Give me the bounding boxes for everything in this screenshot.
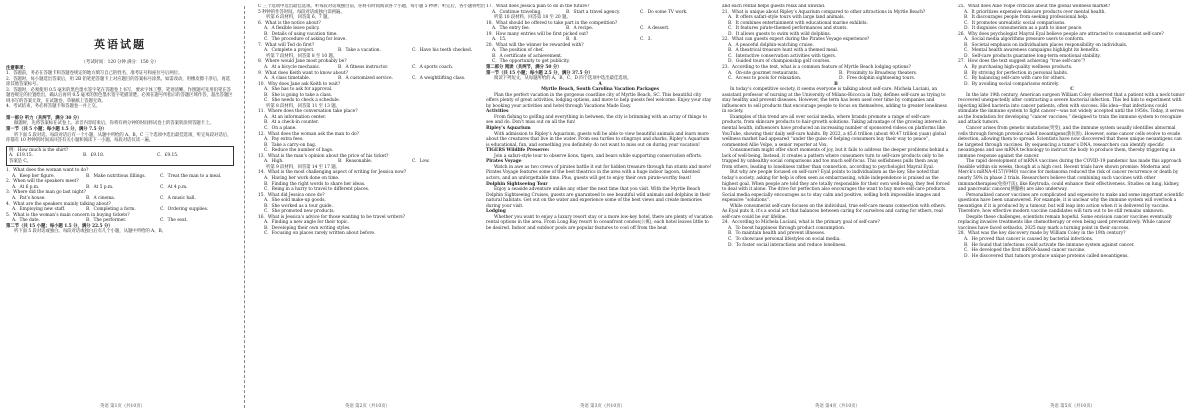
- section2-heading: 第二节（共 15 小题；每小题 1.5 分，满分 22.5 分）: [6, 223, 113, 229]
- option: C．Treat the man to a meal.: [160, 173, 222, 179]
- option: C．Low.: [412, 159, 430, 165]
- passage-paragraph: In today’s competitive society, it seems everyone is talking about self-care. Michela Luciani, an assistant professor of nursing at the University of Milano-Bicocca in Italy, defines self-care as trying to stay healthy and prevent diseases. However, the term has been used over time by companies and influencers to sell products that encourage people to focus on themselves, adding to greater loneliness in society.: [722, 87, 947, 115]
- option: B．Completing a form.: [86, 207, 136, 213]
- option-row: [722, 76, 950, 82]
- option: C．£9.15.: [157, 153, 179, 159]
- passage-paragraph: Personalized cancer vaccines are complicated and expensive to make and some important scientific questions have been unanswered. For example, it is unclear why the immune system will overlook a neoantigen if it is produced by a tumour, but will leap into action when it is delivered by vaccine. Therefore, how effective modern vaccine candidates will turn out to be still remains unknown.: [958, 192, 1184, 215]
- question: [6, 213, 234, 224]
- option: C．Interactive conservation activities with tigers.: [728, 53, 837, 59]
- option: B．Start a travel agency.: [566, 9, 621, 15]
- option: A．A flexible leave policy.: [264, 26, 320, 32]
- option: A．High.: [264, 159, 284, 165]
- question-stem: 12．What does the woman ask the man to do?: [258, 131, 359, 137]
- option-row: [6, 218, 234, 224]
- option: C．The procedure of asking for leave.: [264, 37, 347, 43]
- option: B．At a check-in counter.: [264, 120, 319, 126]
- question-stem: 2．When will the speakers meet?: [6, 179, 79, 185]
- passage-subheading: Lodging: [486, 209, 506, 215]
- option: A．The position of chef.: [492, 48, 544, 54]
- option: B．It combines entertainment with educational marine exhibits.: [728, 20, 868, 26]
- page-footer: 英语 第3页（共10页）: [580, 404, 625, 409]
- notes-list: [6, 71, 234, 110]
- passage-paragraph: Consumerism might offer short moments of joy, but it fails to address the deeper problems behind a lack of well-being. Instead, it creates a pattern where consumers turn to self-care products only to be trapped by unhealthy social comparisons and too much self-focus. This selfishness pulls them away from others, leading to loneliness rather than connection, according to psychologist Mayral Eyal.: [722, 148, 949, 170]
- option: A．She sold make-up goods.: [264, 198, 326, 204]
- exam-title: 英语试题: [94, 38, 146, 51]
- column-1: [6, 4, 234, 398]
- option: B．She is going to take a class.: [264, 92, 333, 98]
- question: [722, 37, 950, 65]
- column-4: [722, 4, 950, 398]
- option: C．He developed the first mRNA-based cancer vaccine.: [964, 248, 1086, 254]
- option: C．A music hall.: [160, 196, 196, 202]
- passage-paragraph: Whether you want to enjoy a luxury resort stay or a more low-key hotel, there are plenty of vacation rental options in the area. From Long Bay resort to oceanfront condos(公寓), each hotel leaves little to be desired. Indoor and outdoor pools are popular features to cool off from the heat: [486, 214, 713, 231]
- option: A．The date.: [12, 218, 40, 224]
- passage-label: A: [598, 81, 602, 87]
- passage-subheading: Activities: [486, 109, 509, 115]
- option: A．Pat’s house.: [12, 196, 46, 202]
- option: C．It features pirate-themed performances and stunts.: [728, 26, 848, 32]
- option: A．Continue traveling.: [492, 9, 542, 15]
- option-row: [258, 76, 486, 82]
- option: C．The seat.: [160, 218, 188, 224]
- question: [258, 71, 486, 82]
- option: A．She has to ask for approval.: [264, 87, 333, 93]
- question-list: [958, 231, 1186, 259]
- option: C．A dessert.: [640, 26, 670, 32]
- example-options: [9, 153, 231, 159]
- option: A．15.: [492, 37, 507, 43]
- passage-subheading: Pirates Voyage: [486, 159, 522, 165]
- part1-desc: 做题时，先将答案标在试卷上。录音内容结束后，你将有两分钟的时间将试卷上的答案转涂到答题卡上。: [14, 121, 214, 127]
- option: A．He proved that cancer is caused by bacterial infections.: [964, 236, 1094, 242]
- option: A．At an information center.: [264, 114, 326, 120]
- passage-paragraph: Plan the perfect vacation in the gorgeous coastline city of Myrtle Beach, SC. This beautiful city offers plenty of great activities, lodging options, and more to help guests feel welcome. Enjoy your stay by booking your activities and hotel through Vacations Made Easy.: [486, 92, 712, 109]
- option: B．A fitness instructor.: [338, 65, 389, 71]
- section2-desc: 听下面 5 段对话或独白。每段对话或独白后有几个小题，从题中所给的 A、B、: [14, 229, 166, 235]
- option: B．£9.18.: [83, 153, 105, 159]
- option: B．By striving for perfection in personal habits.: [964, 70, 1069, 76]
- option: B．Take a vacation.: [338, 48, 381, 54]
- option: C．Mental health awareness campaigns highlight its benefits.: [964, 48, 1100, 54]
- note-item: 4．考试结束，务必将答题卡和答题卷一并上交。: [6, 104, 100, 110]
- passage-paragraph: Watch in awe as two crews of pirates battle it out for hidden treasure through fun stunts and more! Pirates Voyage features some of the best theatrics in the area with a huge indoor lagoon, talented actors, and an unforgettable time. Plus, guests will get to enjoy their own pirate-worthy feast!: [486, 164, 712, 181]
- option-row: [486, 26, 714, 32]
- question-stem: 21．What is unique about Ripley’s Aquarium compared to other attractions in Myrtle Beach?: [722, 9, 926, 15]
- question: [258, 170, 486, 192]
- question-list: [722, 10, 950, 82]
- question: [486, 32, 714, 43]
- question: [258, 193, 486, 215]
- option: A．At a bicycle mechanic.: [264, 65, 321, 71]
- option: B．She worked as a tour guide.: [264, 203, 333, 209]
- option: B．It discourages people from seeking professional help.: [964, 15, 1089, 21]
- option: C．Ordering supplies.: [160, 207, 209, 213]
- question-stem: 15．What did Jessica once do?: [258, 192, 325, 198]
- question-stem: 20．What will the winner be rewarded with?: [486, 42, 584, 48]
- question: [258, 59, 486, 70]
- question-stem: 8．Where would Jane most probably be?: [258, 59, 347, 65]
- option: C．Reduce the number of bags.: [264, 148, 334, 154]
- option: B．Details of using vacation time.: [264, 31, 338, 37]
- option: D．It allows guests to swim with wild dolphins.: [728, 31, 831, 37]
- option: A．Complete a project.: [264, 48, 315, 54]
- question: [258, 21, 486, 43]
- question: [958, 4, 1186, 32]
- passage-paragraph: Enjoy a seaside adventure unlike any other the next time that you visit. With the Myrtle Beach Dolphin Sightseeing Cruises, guests are guaranteed to see beautiful wild animals and dolphins in their natural habitats. Get out on the water and experience some of the best views and create memories during your visit.: [486, 187, 711, 209]
- option-row: [6, 196, 234, 202]
- question-stem: 9．What does Keith want to know about?: [258, 70, 348, 76]
- option: B．8.: [566, 37, 578, 43]
- question-stem: 5．What is the woman’s main concern in buying tickets?: [6, 212, 130, 218]
- option: B．Developing their own writing styles.: [264, 225, 351, 231]
- option: B．To maintain health and prevent illnesses.: [728, 231, 826, 237]
- option: D．It disguises consumerism as a path to inner peace.: [964, 26, 1083, 32]
- question-stem: 14．What is the most challenging aspect of writing for Jessica now?: [258, 170, 407, 176]
- option: A．It prioritizes expensive skincare products over mental health.: [964, 9, 1106, 15]
- question-stem: 27．How does the text suggest achieving “true self-care”?: [958, 59, 1086, 65]
- option-row: [6, 207, 234, 213]
- question-list: [486, 4, 714, 65]
- note-item: 1．答题前，务必在答题卡和答题卷规定的地方填写自己的姓名、准考证号和座位号后两位。: [6, 71, 183, 77]
- notes-heading: 注意事项：: [6, 65, 28, 71]
- option: D．Self-care products guarantee long-term emotional stability.: [964, 53, 1101, 59]
- passage-paragraph: In the late 19th century, American surgeon William Coley observed that a patient with a neck tumor recovered unexpectedly after contracting a severe bacterial infection. This led him to experiment with injecting killed bacteria into cancer patients, often with success. His idea—that infections could stimulate the immune system to fight cancer—was not widely accepted until the 1950s. Today, it serves as the foundation for developing “cancer vaccines,” designed to train the immune system to recognize and attack tumors.: [958, 92, 1185, 126]
- passage-subheading: Ripley’s Aquarium: [486, 126, 531, 132]
- option: D．Free dolphin sightseeing tours.: [839, 76, 916, 82]
- passage-paragraph: With admission to Ripley’s Aquarium, guests will be able to view beautiful animals and learn more about the creatures that live in the water. From sea turtles to stingrays and sharks, Ripley’s Aquarium is educational, fun, and something you definitely do not want to miss out on during your vacation!: [486, 131, 710, 148]
- passage-title: Myrtle Beach, South Carolina Vacation Packages: [541, 87, 659, 93]
- option: B．A recipe.: [566, 26, 593, 32]
- part1-heading: 第一部分 听力（共两节，满分 30 分）: [6, 115, 82, 121]
- reading-section-desc: 阅读下列短文，从每题所给的 A、B、C、D 四个选项中选出最佳选项。: [494, 76, 632, 82]
- question-stem: 25．What does Allie Volpe criticize about the global wellness market?: [958, 4, 1111, 9]
- option: A．Pay extra fees.: [264, 137, 304, 143]
- option: C．Focusing on places rarely written about before.: [264, 231, 376, 237]
- option: C．Do some TV work.: [640, 9, 688, 15]
- page-footer: 英语 第5页（共10页）: [1050, 404, 1095, 409]
- page-footer: 英语 第4页（共10页）: [815, 404, 860, 409]
- option: A．To boost happiness through product consumption.: [728, 225, 846, 231]
- listening-instruction: 听第 8 段材料，回答第 11 至 13 题。: [266, 103, 340, 109]
- question-stem: 19．How many entries will be first picked out?: [486, 31, 589, 37]
- option: B．A certificate of achievement.: [492, 53, 563, 59]
- option: B．Proximity to Broadway theaters.: [839, 70, 918, 76]
- question: [486, 43, 714, 65]
- option: C．Have his teeth checked.: [412, 48, 473, 54]
- question: [722, 65, 950, 82]
- question: [486, 4, 714, 21]
- option: A．At 6 p.m.: [12, 184, 40, 190]
- option: C．On a plane.: [264, 126, 297, 132]
- question-list: [958, 4, 1186, 87]
- question-stem: 7．What will Ted do first?: [258, 42, 315, 48]
- question: [722, 220, 950, 248]
- reading-section-heading: 第一节（共 15 小题；每小题 2.5 分，满分 37.5 分）: [486, 70, 593, 76]
- option: C．By balancing self-care with care for others.: [964, 76, 1066, 82]
- option: B．Finding the right words to share her ideas.: [264, 181, 366, 187]
- passage-paragraph: Cancer arises from genetic mutations(突变), and the immune system usually identifies abnormal cells through foreign proteins called neoantigens(新抗原). However, some cancer cells evolve to evade detection, allowing them to spread. Scientists have now discovered that these unique neoantigens can be targeted through vaccines. By sequencing a tumor’s DNA, researchers can identify specific neoantigens and use mRNA technology to instruct the body to produce them, thereby triggering an immune response against the cancer.: [958, 126, 1182, 159]
- option-row: [258, 65, 486, 71]
- option: A．Finding a new angle for their topic.: [264, 220, 349, 226]
- option: C．A sports coach.: [412, 65, 454, 71]
- option: D．To foster social interactions and reduce loneliness.: [728, 242, 847, 248]
- option: D．By avoiding social comparisons entirely.: [964, 81, 1060, 87]
- option: C．At 4 p.m.: [160, 184, 188, 190]
- question-stem: 10．Why does Jane ask Keith to wait?: [258, 81, 341, 87]
- question: [6, 179, 234, 190]
- option: C．Access to pools for relaxation.: [728, 76, 802, 82]
- option: D．He discovered that tumors produce unique proteins called neoantigens.: [964, 253, 1129, 259]
- option: A．Social media algorithms pressure users to conform.: [964, 37, 1085, 43]
- option: C．3.: [640, 37, 652, 43]
- question-stem: 3．Where did the man go last night?: [6, 190, 86, 196]
- option: A．On-site gourmet restaurants.: [728, 70, 799, 76]
- passage-paragraph: From fishing to golfing and everything in between, the city is brimming with an array of things to see and do. Don’t miss out on all the fun!: [486, 114, 707, 126]
- option: C．The opportunity to get publicity.: [492, 59, 570, 65]
- listening-instruction: 听第 10 段材料，回答第 18 至 20 题。: [494, 15, 571, 21]
- passage-paragraph: Despite these challenges, scientists remain hopeful. Some envision cancer vaccines eventually replacing invasive treatments like chemotherapy or even being used preventatively. While cancer vaccines have faced setbacks, 2025 may mark a turning point in their success.: [958, 214, 1173, 231]
- question-stem: 22．What can guests expect during the Pirates Voyage experience?: [722, 37, 870, 43]
- column-divider: [244, 6, 245, 408]
- option: B．Make nutritious fillings.: [86, 173, 146, 179]
- question: [258, 132, 486, 154]
- option: C．She promoted new products.: [264, 209, 335, 215]
- option: A．£19.15.: [9, 153, 33, 159]
- column-3: [486, 4, 714, 398]
- passage-label: B: [834, 81, 838, 87]
- section1-heading: 第一节（共 5 小题；每小题 1.5 分，满分 7.5 分）: [6, 127, 107, 133]
- question-stem: 16．What is Jessica’s advice for those wanting to be travel writers?: [258, 214, 405, 220]
- question-stem: 23．According to the text, what is a common feature of Myrtle Beach lodging options?: [722, 65, 911, 71]
- passage-paragraph: Examples of this trend are all over social media, where brands promote a range of self-care products, from skincare products to hair-growth solutions. Taking advantage of the growing interest in mental health, influencers have produced an increasing number of sponsored videos on platforms like YouTube, showing their daily self-care habits. By 2022, a $5.6 trillion (about 40.47 trillion yuan) global wellness market had appeared “under the guise of helping consumers buy their way to peace”, commented Allie Volpe, a senior reporter at Vox.: [722, 114, 947, 148]
- option: A．Keep her figure.: [12, 173, 55, 179]
- option: B．Take a carry-on bag.: [264, 142, 317, 148]
- question: [722, 10, 950, 38]
- question: [6, 190, 234, 201]
- question: [258, 82, 486, 110]
- question: [958, 32, 1186, 60]
- column-2: [258, 4, 486, 398]
- option: A．Employing new staff.: [12, 207, 66, 213]
- option: C．Being in a hurry to travel to different places.: [264, 187, 370, 193]
- passage-paragraph: But why are people focused on self-care? Eyal points to individualism as the key. She noted that today’s society, asking for help is often seen as embarrassing, while independence is praised as the highest goal. When people are told they are totally responsible for their own well-being, they feel forced to deal with it alone. The drive for perfection also encourages the want to buy more self-care products. Social media especially encourages us to stay calm and positive, selling both impossible images and expensive “solutions”.: [722, 170, 950, 204]
- option: C．To showcase personal lifestyles on social media.: [728, 236, 841, 242]
- option: A．It offers safari-style tours with large land animals.: [728, 15, 845, 21]
- question: [258, 154, 486, 171]
- section1-desc: 听下面 5 段对话。每段对话后有一个小题，从题中所给的 A、B、C 三个选项中选出最佳选项，听完每段对话后，你都有 10 秒钟的时间来回答有关小题和阅读下一小题。每段对话仅读一遍。: [6, 132, 232, 144]
- example-answer: 答案是 C。: [9, 158, 32, 164]
- option: B．A theatrical treasure hunt with a themed meal.: [728, 48, 839, 54]
- question: [958, 231, 1186, 259]
- question-stem: 18．What should be offered to take part in the competition?: [486, 20, 618, 26]
- passage-subheading: TIGERS Wildlife Preserve:: [486, 148, 550, 154]
- option: A．The entry fee.: [492, 26, 530, 32]
- option: B．The performer.: [86, 218, 127, 224]
- question-list: [6, 168, 234, 223]
- question: [258, 43, 486, 60]
- question-stem: 26．Why does psychologist Mayral Eyal believe people are attracted to consumerist self-care?: [958, 31, 1164, 37]
- option: B．At 5 p.m.: [86, 184, 114, 190]
- question: [258, 215, 486, 237]
- page-footer: 英语 第2页（共10页）: [345, 404, 390, 409]
- question-stem: 13．What is the man’s opinion about the price of his ticket?: [258, 153, 389, 159]
- passage-paragraph: and each rental helps guests relax and unwind.: [722, 4, 826, 9]
- option: C．She needs to check a schedule.: [264, 98, 340, 104]
- option: C．A weightlifting class.: [412, 76, 466, 82]
- question: [6, 168, 234, 179]
- column-5: [958, 4, 1186, 398]
- passage-paragraph: The rapid development of mRNA vaccines during the COVID-19 pandemic has made this approach feasible within six weeks, though at a high cost. Recent trials have shown promise: Moderna and Merck’s mRNA-4157(V940) vaccine for melanoma reduced the risk of cancer recurrence or death by nearly 50% in phase 2 trials. Researchers believe that combining such vaccines with other immunotherapies(免疫疗法), like Keytruda, could enhance their effectiveness. Studies on lung, kidney, and pancreatic cancers(胰腺癌) are also underway.: [958, 159, 1182, 193]
- option: A．A class timetable.: [264, 76, 311, 82]
- question-stem: 28．What was the key discovery made by William Coley in the 19th century?: [958, 231, 1126, 237]
- option: B．Societal emphasis on individualism places responsibility on individuals.: [964, 42, 1128, 48]
- passage-subheading: Dolphin Sightseeing Tour: [486, 181, 548, 187]
- option: A．By purchasing high-quality wellness products.: [964, 65, 1073, 71]
- example-box: [6, 146, 234, 167]
- question-stem: 4．What are the speakers mainly talking about?: [6, 201, 111, 207]
- option: B．A customized service.: [338, 76, 393, 82]
- option: B．Reasonable.: [338, 159, 373, 165]
- question-list: [258, 21, 486, 237]
- page-footer: 英语 第1页（共10页）: [100, 404, 145, 409]
- question-stem: 6．What is the notice about?: [258, 20, 321, 26]
- question: [958, 59, 1186, 87]
- section-intro-2: 听第 6 段材料，回答第 6、7 题。: [266, 15, 332, 21]
- passage-paragraph: Join a safari-style tour to observe lions, tigers, and bears while supporting conservation efforts.: [494, 153, 703, 159]
- question-list: [722, 220, 950, 248]
- passage-label: C: [1070, 87, 1074, 93]
- question-stem: 17．What does Jessica plan to do in the future?: [486, 4, 590, 9]
- option: B．A cinema.: [86, 196, 116, 202]
- question-stem: 24．According to Michela Luciani, what is the primary goal of self-care?: [722, 220, 880, 226]
- question: [6, 202, 234, 213]
- option: C．It promotes unrealistic social comparisons.: [964, 20, 1066, 26]
- question-stem: 1．What does the woman want to do?: [6, 168, 89, 174]
- listening-instruction: 听第 9 段材料，回答第 14 至 17 题。: [266, 164, 340, 170]
- option: B．He found that infections could activate the immune system against cancer.: [964, 242, 1135, 248]
- note-item: 2．答题时，每小题选出答案后，用 2B 铅笔把答题卡上对应题目的答案标号涂黑。如需改动，用橡皮擦干净后，再选涂其他答案标号。: [6, 76, 231, 88]
- listening-instruction: 听第 7 段材料，回答第 8 至 10 题。: [266, 53, 338, 59]
- option: A．A peaceful dolphin-watching cruise.: [728, 42, 814, 48]
- question: [258, 109, 486, 131]
- question-stem: 11．Where does the conversation take place?: [258, 109, 358, 115]
- option: D．Guided tours of championship golf courses.: [728, 59, 831, 65]
- example-question: 例：How much is the shirt?: [9, 147, 69, 153]
- note-item: 3．答题时，必须使用 0.5 毫米的黑色墨水签字笔在答题卷上书写，要求字体工整、笔迹清晰。作图题可先用铅笔在答题卷规定的位置绘出，确认后再用 0.5 毫米的黑色墨水签字笔描清楚。必须在题号所指示的答题区域作答，超出答题区域书写的答案无效，在试题卷、草稿纸上答题无效。: [6, 87, 233, 104]
- exam-info: （考试时间：120 分钟 满分：150 分）: [81, 60, 159, 65]
- option-row: [486, 37, 714, 43]
- question: [486, 21, 714, 32]
- passage-paragraph: While consumerist self-care focuses on the individual, true self-care means connection with others. As Eyal puts it, it’s a social act that balances between caring for ourselves and caring for others, real self-care could be our lifeline.: [722, 203, 947, 220]
- option: A．Having her work done on time.: [264, 175, 340, 181]
- part2-heading: 第二部分 阅读（共两节，满分 50 分）: [486, 65, 562, 71]
- section-intro: C 三个选项中选出最佳选项。听每段对话或独白前，你将有时间阅读各个小题，每小题 5 秒钟；听完后，各小题将给出 5 秒钟的作答时间。每段对话或独白读两遍。: [258, 4, 486, 15]
